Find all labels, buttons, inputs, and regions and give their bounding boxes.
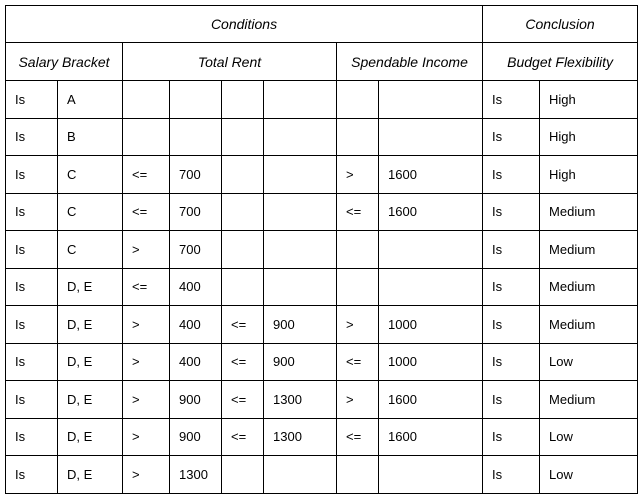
income-value-cell: 1600 xyxy=(379,193,483,231)
income-operator-cell: <= xyxy=(337,418,379,456)
table-row xyxy=(6,381,638,419)
table-row xyxy=(6,231,638,269)
rent-operator-2-cell xyxy=(222,81,264,119)
conclusion-operator-cell: Is xyxy=(483,231,540,269)
rent-value-1-cell: 700 xyxy=(170,156,222,194)
salary-bracket-cell: C xyxy=(58,231,123,269)
salary-operator-cell: Is xyxy=(6,231,58,269)
rent-value-1-cell: 1300 xyxy=(170,456,222,494)
conclusion-operator-cell: Is xyxy=(483,306,540,344)
rent-operator-2-cell xyxy=(222,231,264,269)
table-row xyxy=(6,343,638,381)
income-value-cell xyxy=(379,81,483,119)
rent-value-1-cell xyxy=(170,118,222,156)
table-row xyxy=(6,306,638,344)
rent-value-2-cell xyxy=(264,268,337,306)
income-operator-cell xyxy=(337,231,379,269)
table-row xyxy=(6,81,638,119)
rent-value-1-cell xyxy=(170,81,222,119)
table-row xyxy=(6,456,638,494)
rent-value-2-cell: 1300 xyxy=(264,418,337,456)
budget-flexibility-cell: Medium xyxy=(540,231,638,269)
total-rent-header: Total Rent xyxy=(123,43,337,81)
salary-operator-cell: Is xyxy=(6,343,58,381)
rent-value-1-cell: 900 xyxy=(170,418,222,456)
salary-bracket-cell: D, E xyxy=(58,268,123,306)
rent-operator-1-cell xyxy=(123,118,170,156)
rent-value-2-cell xyxy=(264,193,337,231)
conclusion-operator-cell: Is xyxy=(483,193,540,231)
salary-operator-cell: Is xyxy=(6,306,58,344)
rent-value-2-cell xyxy=(264,456,337,494)
salary-operator-cell: Is xyxy=(6,418,58,456)
rent-operator-2-cell xyxy=(222,456,264,494)
income-value-cell: 1000 xyxy=(379,343,483,381)
salary-operator-cell: Is xyxy=(6,81,58,119)
income-value-cell xyxy=(379,456,483,494)
rent-value-1-cell: 400 xyxy=(170,343,222,381)
salary-operator-cell: Is xyxy=(6,381,58,419)
rent-value-1-cell: 400 xyxy=(170,268,222,306)
rent-operator-2-cell xyxy=(222,156,264,194)
budget-flexibility-cell: Low xyxy=(540,418,638,456)
salary-operator-cell: Is xyxy=(6,156,58,194)
rent-operator-2-cell: <= xyxy=(222,343,264,381)
spendable-income-header: Spendable Income xyxy=(337,43,483,81)
income-operator-cell xyxy=(337,268,379,306)
rent-operator-2-cell xyxy=(222,268,264,306)
rent-operator-1-cell: > xyxy=(123,418,170,456)
rent-value-1-cell: 400 xyxy=(170,306,222,344)
budget-flexibility-cell: Medium xyxy=(540,268,638,306)
budget-flexibility-cell: Medium xyxy=(540,381,638,419)
income-operator-cell: > xyxy=(337,156,379,194)
rent-value-2-cell: 900 xyxy=(264,306,337,344)
salary-operator-cell: Is xyxy=(6,193,58,231)
rent-operator-1-cell: <= xyxy=(123,193,170,231)
salary-bracket-header: Salary Bracket xyxy=(6,43,123,81)
salary-operator-cell: Is xyxy=(6,118,58,156)
rent-operator-1-cell: > xyxy=(123,381,170,419)
rent-value-2-cell xyxy=(264,81,337,119)
conclusion-operator-cell: Is xyxy=(483,381,540,419)
income-value-cell xyxy=(379,231,483,269)
rent-value-2-cell: 1300 xyxy=(264,381,337,419)
budget-flexibility-cell: Medium xyxy=(540,306,638,344)
table-row xyxy=(6,268,638,306)
table-row xyxy=(6,156,638,194)
rent-operator-1-cell: > xyxy=(123,306,170,344)
rent-operator-1-cell: <= xyxy=(123,156,170,194)
budget-flexibility-cell: Medium xyxy=(540,193,638,231)
rent-operator-2-cell xyxy=(222,193,264,231)
conclusion-operator-cell: Is xyxy=(483,418,540,456)
rent-value-2-cell xyxy=(264,231,337,269)
conclusion-operator-cell: Is xyxy=(483,343,540,381)
table-row xyxy=(6,418,638,456)
rent-operator-1-cell: > xyxy=(123,343,170,381)
rent-value-2-cell xyxy=(264,156,337,194)
rent-operator-1-cell: <= xyxy=(123,268,170,306)
salary-bracket-cell: D, E xyxy=(58,306,123,344)
income-operator-cell xyxy=(337,81,379,119)
salary-bracket-cell: C xyxy=(58,193,123,231)
rent-value-1-cell: 700 xyxy=(170,193,222,231)
income-value-cell xyxy=(379,118,483,156)
budget-flexibility-header: Budget Flexibility xyxy=(483,43,638,81)
rent-operator-2-cell: <= xyxy=(222,418,264,456)
budget-flexibility-cell: Low xyxy=(540,343,638,381)
rent-operator-2-cell: <= xyxy=(222,381,264,419)
salary-bracket-cell: D, E xyxy=(58,381,123,419)
salary-bracket-cell: B xyxy=(58,118,123,156)
rent-operator-2-cell: <= xyxy=(222,306,264,344)
rent-value-2-cell: 900 xyxy=(264,343,337,381)
salary-bracket-cell: C xyxy=(58,156,123,194)
salary-bracket-cell: A xyxy=(58,81,123,119)
rent-operator-1-cell xyxy=(123,81,170,119)
rent-value-2-cell xyxy=(264,118,337,156)
income-operator-cell: <= xyxy=(337,193,379,231)
rent-value-1-cell: 900 xyxy=(170,381,222,419)
conclusion-operator-cell: Is xyxy=(483,81,540,119)
table-row xyxy=(6,193,638,231)
rent-operator-2-cell xyxy=(222,118,264,156)
header-row-groups xyxy=(6,6,638,43)
income-operator-cell: > xyxy=(337,381,379,419)
table-row xyxy=(6,118,638,156)
rent-operator-1-cell: > xyxy=(123,456,170,494)
budget-flexibility-cell: High xyxy=(540,156,638,194)
decision-table xyxy=(5,5,638,494)
conclusion-operator-cell: Is xyxy=(483,456,540,494)
salary-operator-cell: Is xyxy=(6,268,58,306)
budget-flexibility-cell: High xyxy=(540,81,638,119)
income-operator-cell xyxy=(337,456,379,494)
conclusion-operator-cell: Is xyxy=(483,268,540,306)
conclusion-header: Conclusion xyxy=(483,6,638,43)
salary-bracket-cell: D, E xyxy=(58,456,123,494)
income-operator-cell xyxy=(337,118,379,156)
conclusion-operator-cell: Is xyxy=(483,156,540,194)
income-value-cell: 1600 xyxy=(379,156,483,194)
income-value-cell: 1600 xyxy=(379,418,483,456)
header-row-columns xyxy=(6,43,638,81)
salary-bracket-cell: D, E xyxy=(58,418,123,456)
conclusion-operator-cell: Is xyxy=(483,118,540,156)
income-operator-cell: <= xyxy=(337,343,379,381)
income-value-cell xyxy=(379,268,483,306)
salary-operator-cell: Is xyxy=(6,456,58,494)
income-value-cell: 1000 xyxy=(379,306,483,344)
budget-flexibility-cell: High xyxy=(540,118,638,156)
income-operator-cell: > xyxy=(337,306,379,344)
rent-operator-1-cell: > xyxy=(123,231,170,269)
salary-bracket-cell: D, E xyxy=(58,343,123,381)
income-value-cell: 1600 xyxy=(379,381,483,419)
conditions-header: Conditions xyxy=(6,6,483,43)
budget-flexibility-cell: Low xyxy=(540,456,638,494)
rent-value-1-cell: 700 xyxy=(170,231,222,269)
